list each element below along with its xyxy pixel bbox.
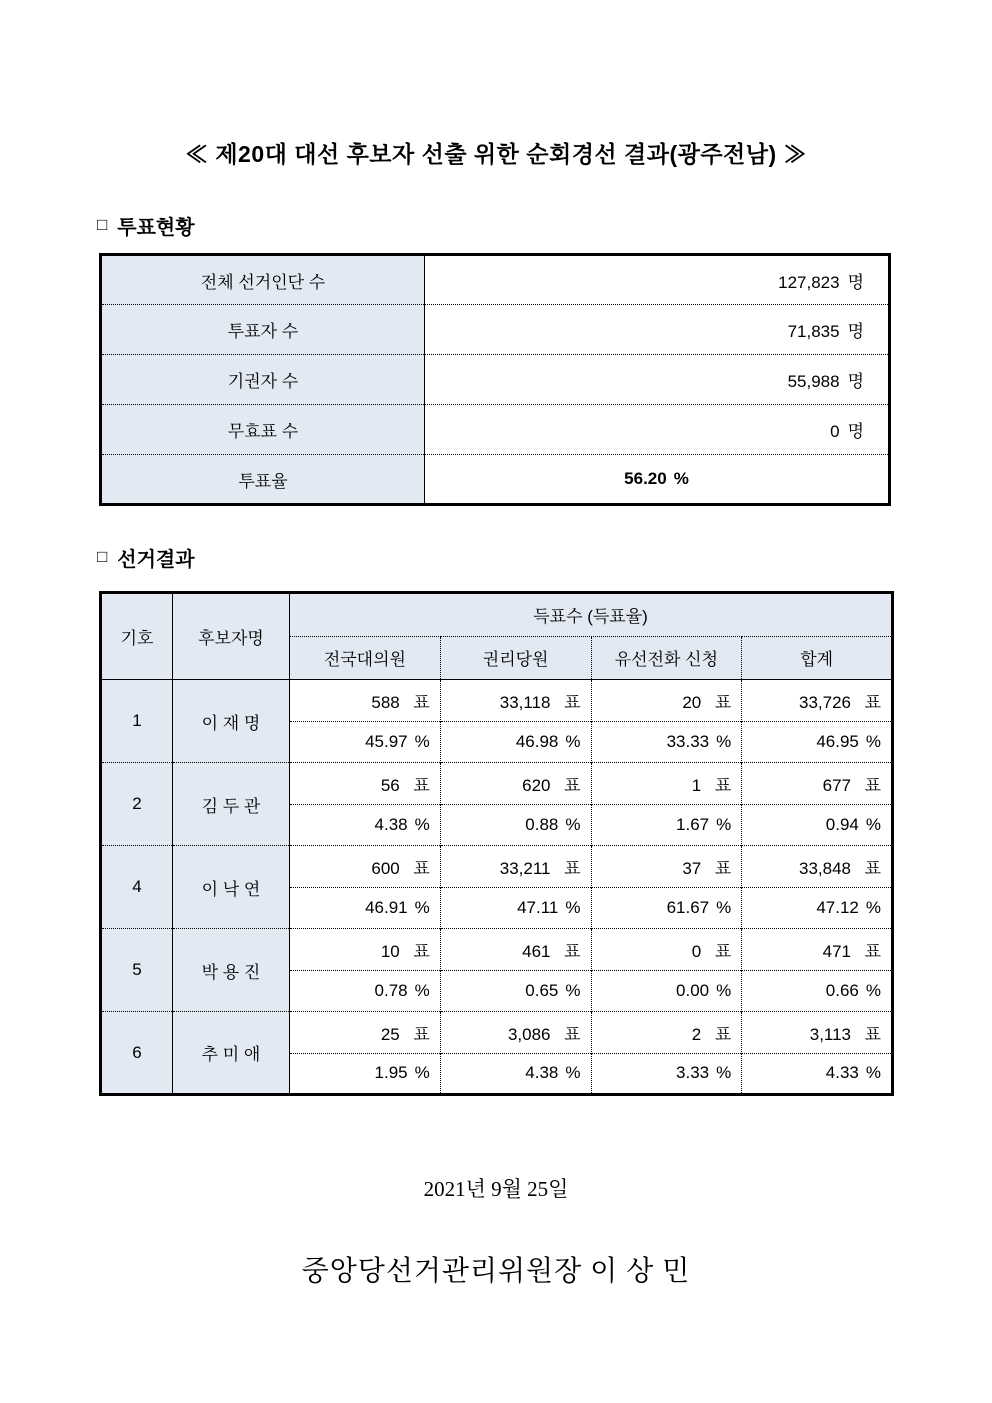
votes-cell: 3,113 표 (742, 1012, 893, 1054)
unit-label: 표 (413, 692, 430, 712)
row-value-turnout: 56.20 % (425, 455, 890, 505)
table-row (101, 255, 890, 305)
percent-cell: 0.00 % (591, 970, 742, 1012)
percent-cell: 46.95 % (742, 721, 893, 763)
row-label-turnout: 투표율 (101, 455, 425, 505)
percent-cell: 4.38 % (440, 1053, 591, 1095)
unit-label: % (565, 731, 581, 751)
percent-cell: 0.88 % (440, 804, 591, 846)
percent-cell: 47.12 % (742, 887, 893, 929)
unit-label: % (716, 731, 732, 751)
unit-label: % (865, 1063, 882, 1083)
votes-cell: 3,086 표 (440, 1012, 591, 1054)
header-row (101, 593, 893, 637)
unit-label: 표 (564, 692, 581, 712)
unit-label: 표 (564, 858, 581, 878)
candidate-votes-row (101, 929, 893, 971)
page-title: ≪ 제20대 대선 후보자 선출 위한 순회경선 결과(광주전남) ≫ (184, 141, 808, 167)
unit-label: % (865, 731, 882, 751)
unit-label: 표 (864, 858, 882, 878)
votes-cell: 33,848 표 (742, 846, 893, 888)
votes-cell: 56 표 (290, 763, 441, 805)
unit-label: % (414, 731, 430, 751)
row-value-abstainers: 55,988 명 (425, 355, 890, 405)
unit-label: 표 (413, 775, 430, 795)
table-row (101, 455, 890, 505)
percent-cell: 47.11 % (440, 887, 591, 929)
unit-label: % (716, 1063, 732, 1083)
percent-cell: 33.33 % (591, 721, 742, 763)
percent-cell: 0.66 % (742, 970, 893, 1012)
row-label-total-electors: 전체 선거인단 수 (101, 255, 425, 305)
table-row (101, 355, 890, 405)
candidate-name: 김 두 관 (173, 763, 290, 846)
unit-label: 표 (413, 858, 430, 878)
col-header-delegates: 전국대의원 (290, 636, 441, 680)
unit-label: % (414, 814, 430, 834)
unit-label: % (565, 814, 581, 834)
voting-status-table (99, 253, 891, 506)
unit-label: 표 (564, 941, 581, 961)
votes-cell: 20 표 (591, 680, 742, 722)
square-bullet-icon: □ (97, 214, 108, 234)
unit-label: % (414, 980, 430, 1000)
unit-label: 표 (864, 775, 882, 795)
results-heading (97, 543, 992, 572)
candidate-number: 4 (101, 846, 173, 929)
candidate-number: 6 (101, 1012, 173, 1095)
unit-label: 표 (564, 1024, 581, 1044)
unit-label: % (673, 469, 689, 488)
unit-label: 표 (864, 941, 882, 961)
candidate-number: 5 (101, 929, 173, 1012)
votes-cell: 33,211 표 (440, 846, 591, 888)
percent-cell: 1.95 % (290, 1053, 441, 1095)
candidate-number: 1 (101, 680, 173, 763)
unit-label: 표 (714, 775, 732, 795)
unit-label: 표 (413, 1024, 430, 1044)
unit-label: % (865, 897, 882, 917)
votes-cell: 0 표 (591, 929, 742, 971)
candidate-name: 이 재 명 (173, 680, 290, 763)
unit-label: % (716, 897, 732, 917)
unit-label: % (414, 1063, 430, 1083)
candidate-votes-row (101, 846, 893, 888)
document-date: 2021년 9월 25일 (423, 1177, 569, 1201)
results-heading-label: 선거결과 (117, 549, 195, 571)
percent-cell: 0.65 % (440, 970, 591, 1012)
col-header-symbol: 기호 (101, 593, 173, 680)
candidate-number: 2 (101, 763, 173, 846)
candidate-name: 박 용 진 (173, 929, 290, 1012)
votes-cell: 1 표 (591, 763, 742, 805)
votes-cell: 10 표 (290, 929, 441, 971)
percent-cell: 61.67 % (591, 887, 742, 929)
col-header-total: 합계 (742, 636, 893, 680)
col-header-candidate: 후보자명 (173, 593, 290, 680)
percent-cell: 0.94 % (742, 804, 893, 846)
unit-label: 명 (847, 422, 864, 441)
unit-label: 표 (714, 858, 732, 878)
candidate-votes-row (101, 763, 893, 805)
votes-cell: 2 표 (591, 1012, 742, 1054)
row-value-total-electors: 127,823 명 (425, 255, 890, 305)
unit-label: 명 (847, 372, 864, 391)
table-row (101, 305, 890, 355)
unit-label: % (565, 980, 581, 1000)
candidate-votes-row (101, 680, 893, 722)
percent-cell: 46.91 % (290, 887, 441, 929)
row-value-invalid-votes: 0 명 (425, 405, 890, 455)
votes-cell: 620 표 (440, 763, 591, 805)
unit-label: % (716, 814, 732, 834)
votes-cell: 33,726 표 (742, 680, 893, 722)
unit-label: % (865, 980, 882, 1000)
votes-cell: 37 표 (591, 846, 742, 888)
unit-label: 표 (413, 941, 430, 961)
unit-label: 표 (714, 692, 732, 712)
row-label-abstainers: 기권자 수 (101, 355, 425, 405)
row-label-invalid-votes: 무효표 수 (101, 405, 425, 455)
candidate-votes-row (101, 1012, 893, 1054)
votes-cell: 677 표 (742, 763, 893, 805)
candidate-name: 추 미 애 (173, 1012, 290, 1095)
row-value-voters: 71,835 명 (425, 305, 890, 355)
percent-cell: 4.33 % (742, 1053, 893, 1095)
col-header-members: 권리당원 (440, 636, 591, 680)
voting-status-heading (97, 211, 992, 240)
percent-cell: 45.97 % (290, 721, 441, 763)
unit-label: 표 (714, 1024, 732, 1044)
col-header-votes-group: 득표수 (득표율) (290, 593, 893, 637)
square-bullet-icon: □ (97, 546, 108, 566)
unit-label: % (716, 980, 732, 1000)
signature-line: 중앙당선거관리위원장 이 상 민 (301, 1256, 691, 1287)
unit-label: 명 (847, 322, 864, 341)
percent-cell: 4.38 % (290, 804, 441, 846)
votes-cell: 461 표 (440, 929, 591, 971)
unit-label: % (565, 1063, 581, 1083)
votes-cell: 25 표 (290, 1012, 441, 1054)
percent-cell: 3.33 % (591, 1053, 742, 1095)
unit-label: 표 (564, 775, 581, 795)
votes-cell: 588 표 (290, 680, 441, 722)
table-row (101, 405, 890, 455)
voting-status-heading-label: 투표현황 (117, 217, 195, 239)
unit-label: 표 (714, 941, 732, 961)
percent-cell: 1.67 % (591, 804, 742, 846)
unit-label: % (565, 897, 581, 917)
percent-cell: 0.78 % (290, 970, 441, 1012)
results-table (99, 591, 894, 1096)
votes-cell: 33,118 표 (440, 680, 591, 722)
unit-label: % (865, 814, 882, 834)
unit-label: % (414, 897, 430, 917)
votes-cell: 600 표 (290, 846, 441, 888)
col-header-phone: 유선전화 신청 (591, 636, 742, 680)
candidate-name: 이 낙 연 (173, 846, 290, 929)
percent-cell: 46.98 % (440, 721, 591, 763)
votes-cell: 471 표 (742, 929, 893, 971)
unit-label: 표 (864, 692, 882, 712)
row-label-voters: 투표자 수 (101, 305, 425, 355)
unit-label: 명 (847, 272, 864, 292)
unit-label: 표 (864, 1024, 882, 1044)
